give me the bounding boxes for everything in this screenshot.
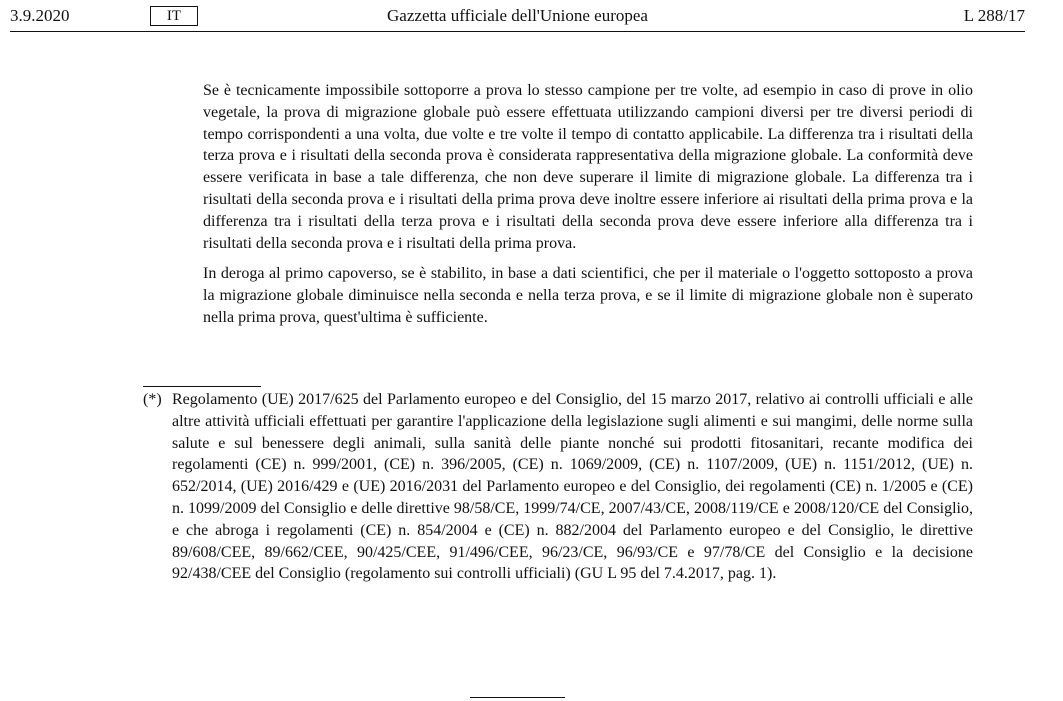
header-divider <box>10 31 1025 32</box>
paragraph-1: Se è tecnicamente impossibile sottoporre a prova lo stesso campione per tre volte, ad esempio in caso di prove in olio vegetale, la prova di migrazione globale può essere effettuata utilizzando campioni diversi per tre diversi periodi di tempo corrispondenti a una volta, due volte e tre volte il tempo di contatto applicabile. La differenza tra i risultati della terza prova e i risultati della seconda prova è considerata rappresentativa della migrazione globale. La conformità deve essere verificata in base a tale differenza, che non deve superare il limite di migrazione globale. La differenza tra i risultati della seconda prova e i risultati della prima prova deve inoltre essere inferiore ai risultati della prima prova e la differenza tra i risultati della terza prova e i risultati della seconda prova deve essere inferiore alla differenza tra i risultati della seconda prova e i risultati della prima prova. <box>203 82 973 252</box>
page-header <box>10 4 1025 28</box>
journal-title: Gazzetta ufficiale dell'Unione europea <box>387 6 648 25</box>
footnote-divider <box>143 386 261 387</box>
footnote <box>143 389 973 585</box>
paragraph-2: In deroga al primo capoverso, se è stabilito, in base a dati scientifici, che per il materiale o l'oggetto sottoposto a prova la migrazione globale diminuisce nella seconda e nella terza prova, e se il limite di migrazione globale non è superato nella prima prova, quest'ultima è sufficiente. <box>203 265 973 326</box>
footnote-marker: (*) <box>143 391 162 408</box>
footnote-text: Regolamento (UE) 2017/625 del Parlamento europeo e del Consiglio, del 15 marzo 2017, relativo ai controlli ufficiali e alle altre attività ufficiali effettuati per garantire l'applicazione della legislazione sugli alimenti e sui mangimi, delle norme sulla salute e sul benessere degli animali, sulla sanità delle piante nonché sui prodotti fitosanitari, recante modifica dei regolamenti (CE) n. 999/2001, (CE) n. 396/2005, (CE) n. 1069/2009, (CE) n. 1107/2009, (UE) n. 1151/2012, (UE) n. 652/2014, (UE) 2016/429 e (UE) 2016/2031 del Parlamento europeo e del Consiglio, dei regolamenti (CE) n. 1/2005 e (CE) n. 1099/2009 del Consiglio e delle direttive 98/58/CE, 1999/74/CE, 2007/43/CE, 2008/119/CE e 2008/120/CE del Consiglio, e che abroga i regolamenti (CE) n. 854/2004 e (CE) n. 882/2004 del Parlamento europeo e del Consiglio, le direttive 89/608/CEE, 89/662/CEE, 90/425/CEE, 91/496/CEE, 96/23/CE, 96/93/CE e 97/78/CE del Consiglio e la decisione 92/438/CEE del Consiglio (regolamento sui controlli ufficiali) (GU L 95 del 7.4.2017, pag. 1). <box>172 391 973 583</box>
bottom-divider <box>470 697 565 698</box>
page-reference: L 288/17 <box>963 6 1025 25</box>
publication-date: 3.9.2020 <box>10 6 70 25</box>
language-badge: IT <box>150 6 198 26</box>
main-text <box>203 80 973 338</box>
